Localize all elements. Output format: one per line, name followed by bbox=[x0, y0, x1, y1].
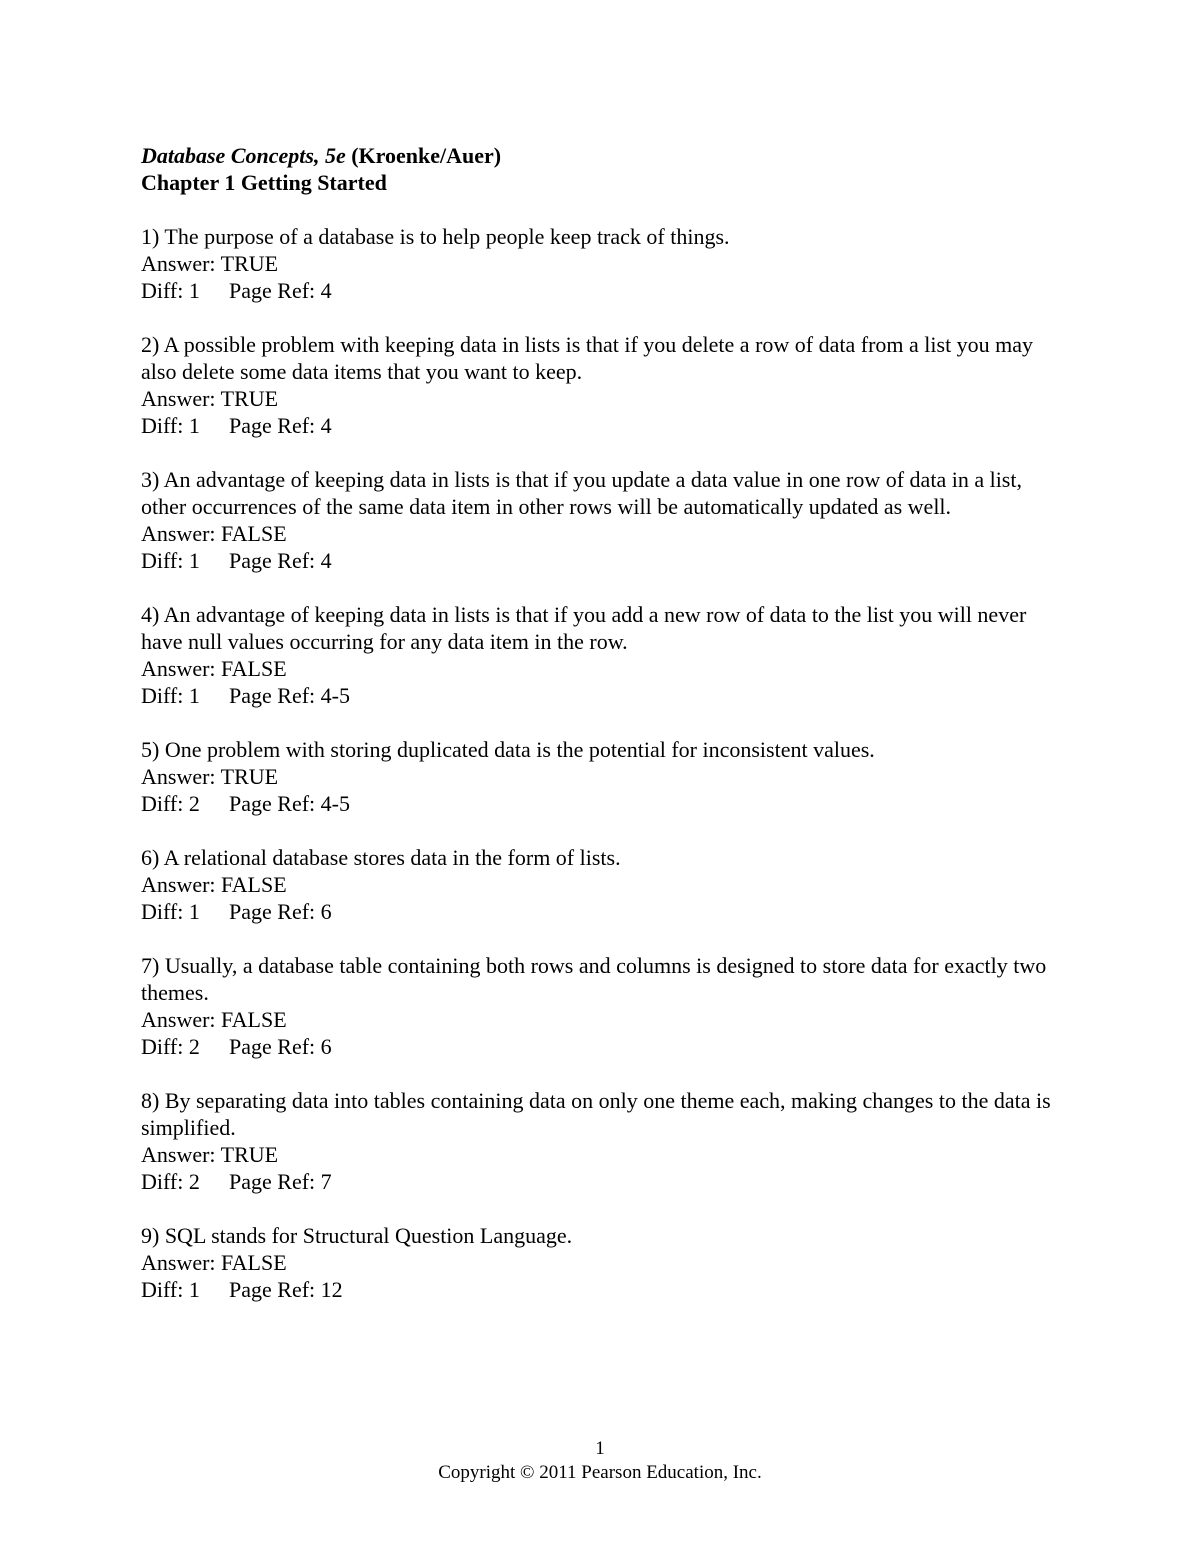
question-page-ref: Page Ref: 7 bbox=[229, 1169, 332, 1194]
question-difficulty: Diff: 2 bbox=[141, 791, 200, 816]
question-meta bbox=[141, 277, 1071, 304]
question-page-ref: Page Ref: 12 bbox=[229, 1277, 343, 1302]
question-item bbox=[141, 844, 1071, 925]
question-item bbox=[141, 331, 1071, 439]
question-text: 6) A relational database stores data in the form of lists. bbox=[141, 845, 621, 870]
question-difficulty: Diff: 2 bbox=[141, 1034, 200, 1059]
question-page-ref: Page Ref: 4-5 bbox=[229, 683, 350, 708]
question-answer: Answer: FALSE bbox=[141, 656, 287, 681]
question-item bbox=[141, 1222, 1071, 1303]
question-page-ref: Page Ref: 4-5 bbox=[229, 791, 350, 816]
question-meta bbox=[141, 1276, 1071, 1303]
question-answer: Answer: TRUE bbox=[141, 1142, 279, 1167]
question-text: 7) Usually, a database table containing both rows and columns is designed to store data for exactly two themes. bbox=[141, 953, 1047, 1005]
question-page-ref: Page Ref: 4 bbox=[229, 548, 332, 573]
question-page-ref: Page Ref: 6 bbox=[229, 899, 332, 924]
question-text: 9) SQL stands for Structural Question Language. bbox=[141, 1223, 573, 1248]
question-difficulty: Diff: 1 bbox=[141, 548, 200, 573]
question-item bbox=[141, 736, 1071, 817]
question-text: 2) A possible problem with keeping data in lists is that if you delete a row of data from a list you may also delete some data items that you want to keep. bbox=[141, 332, 1034, 384]
question-meta bbox=[141, 412, 1071, 439]
question-difficulty: Diff: 1 bbox=[141, 683, 200, 708]
question-item bbox=[141, 466, 1071, 574]
question-meta bbox=[141, 1168, 1071, 1195]
question-meta bbox=[141, 790, 1071, 817]
page-number: 1 bbox=[595, 1438, 605, 1459]
book-authors: (Kroenke/Auer) bbox=[345, 143, 502, 168]
question-page-ref: Page Ref: 4 bbox=[229, 278, 332, 303]
question-difficulty: Diff: 2 bbox=[141, 1169, 200, 1194]
question-text: 3) An advantage of keeping data in lists is that if you update a data value in one row of data in a list, other occurrences of the same data item in other rows will be automatically updated as well. bbox=[141, 467, 1022, 519]
book-title: Database Concepts, 5e bbox=[141, 143, 346, 168]
question-text: 5) One problem with storing duplicated data is the potential for inconsistent values. bbox=[141, 737, 875, 762]
question-text: 4) An advantage of keeping data in lists is that if you add a new row of data to the list you will never have null values occurring for any data item in the row. bbox=[141, 602, 1027, 654]
question-page-ref: Page Ref: 6 bbox=[229, 1034, 332, 1059]
question-meta bbox=[141, 898, 1071, 925]
question-item bbox=[141, 601, 1071, 709]
question-difficulty: Diff: 1 bbox=[141, 1277, 200, 1302]
chapter-title: Chapter 1 Getting Started bbox=[141, 170, 387, 195]
question-difficulty: Diff: 1 bbox=[141, 278, 200, 303]
copyright-notice: Copyright © 2011 Pearson Education, Inc. bbox=[438, 1462, 762, 1483]
book-title-line bbox=[141, 142, 1071, 169]
question-answer: Answer: FALSE bbox=[141, 872, 287, 897]
question-list bbox=[141, 223, 1071, 1303]
question-item bbox=[141, 223, 1071, 304]
page-content bbox=[141, 142, 1071, 1330]
question-text: 8) By separating data into tables containing data on only one theme each, making changes to the data is simplified. bbox=[141, 1088, 1051, 1140]
question-item bbox=[141, 1087, 1071, 1195]
question-text: 1) The purpose of a database is to help people keep track of things. bbox=[141, 224, 730, 249]
question-answer: Answer: TRUE bbox=[141, 764, 279, 789]
question-meta bbox=[141, 1033, 1071, 1060]
question-meta bbox=[141, 682, 1071, 709]
question-answer: Answer: TRUE bbox=[141, 386, 279, 411]
question-item bbox=[141, 952, 1071, 1060]
question-difficulty: Diff: 1 bbox=[141, 899, 200, 924]
question-page-ref: Page Ref: 4 bbox=[229, 413, 332, 438]
question-answer: Answer: TRUE bbox=[141, 251, 279, 276]
question-answer: Answer: FALSE bbox=[141, 1250, 287, 1275]
question-meta bbox=[141, 547, 1071, 574]
question-difficulty: Diff: 1 bbox=[141, 413, 200, 438]
question-answer: Answer: FALSE bbox=[141, 521, 287, 546]
question-answer: Answer: FALSE bbox=[141, 1007, 287, 1032]
